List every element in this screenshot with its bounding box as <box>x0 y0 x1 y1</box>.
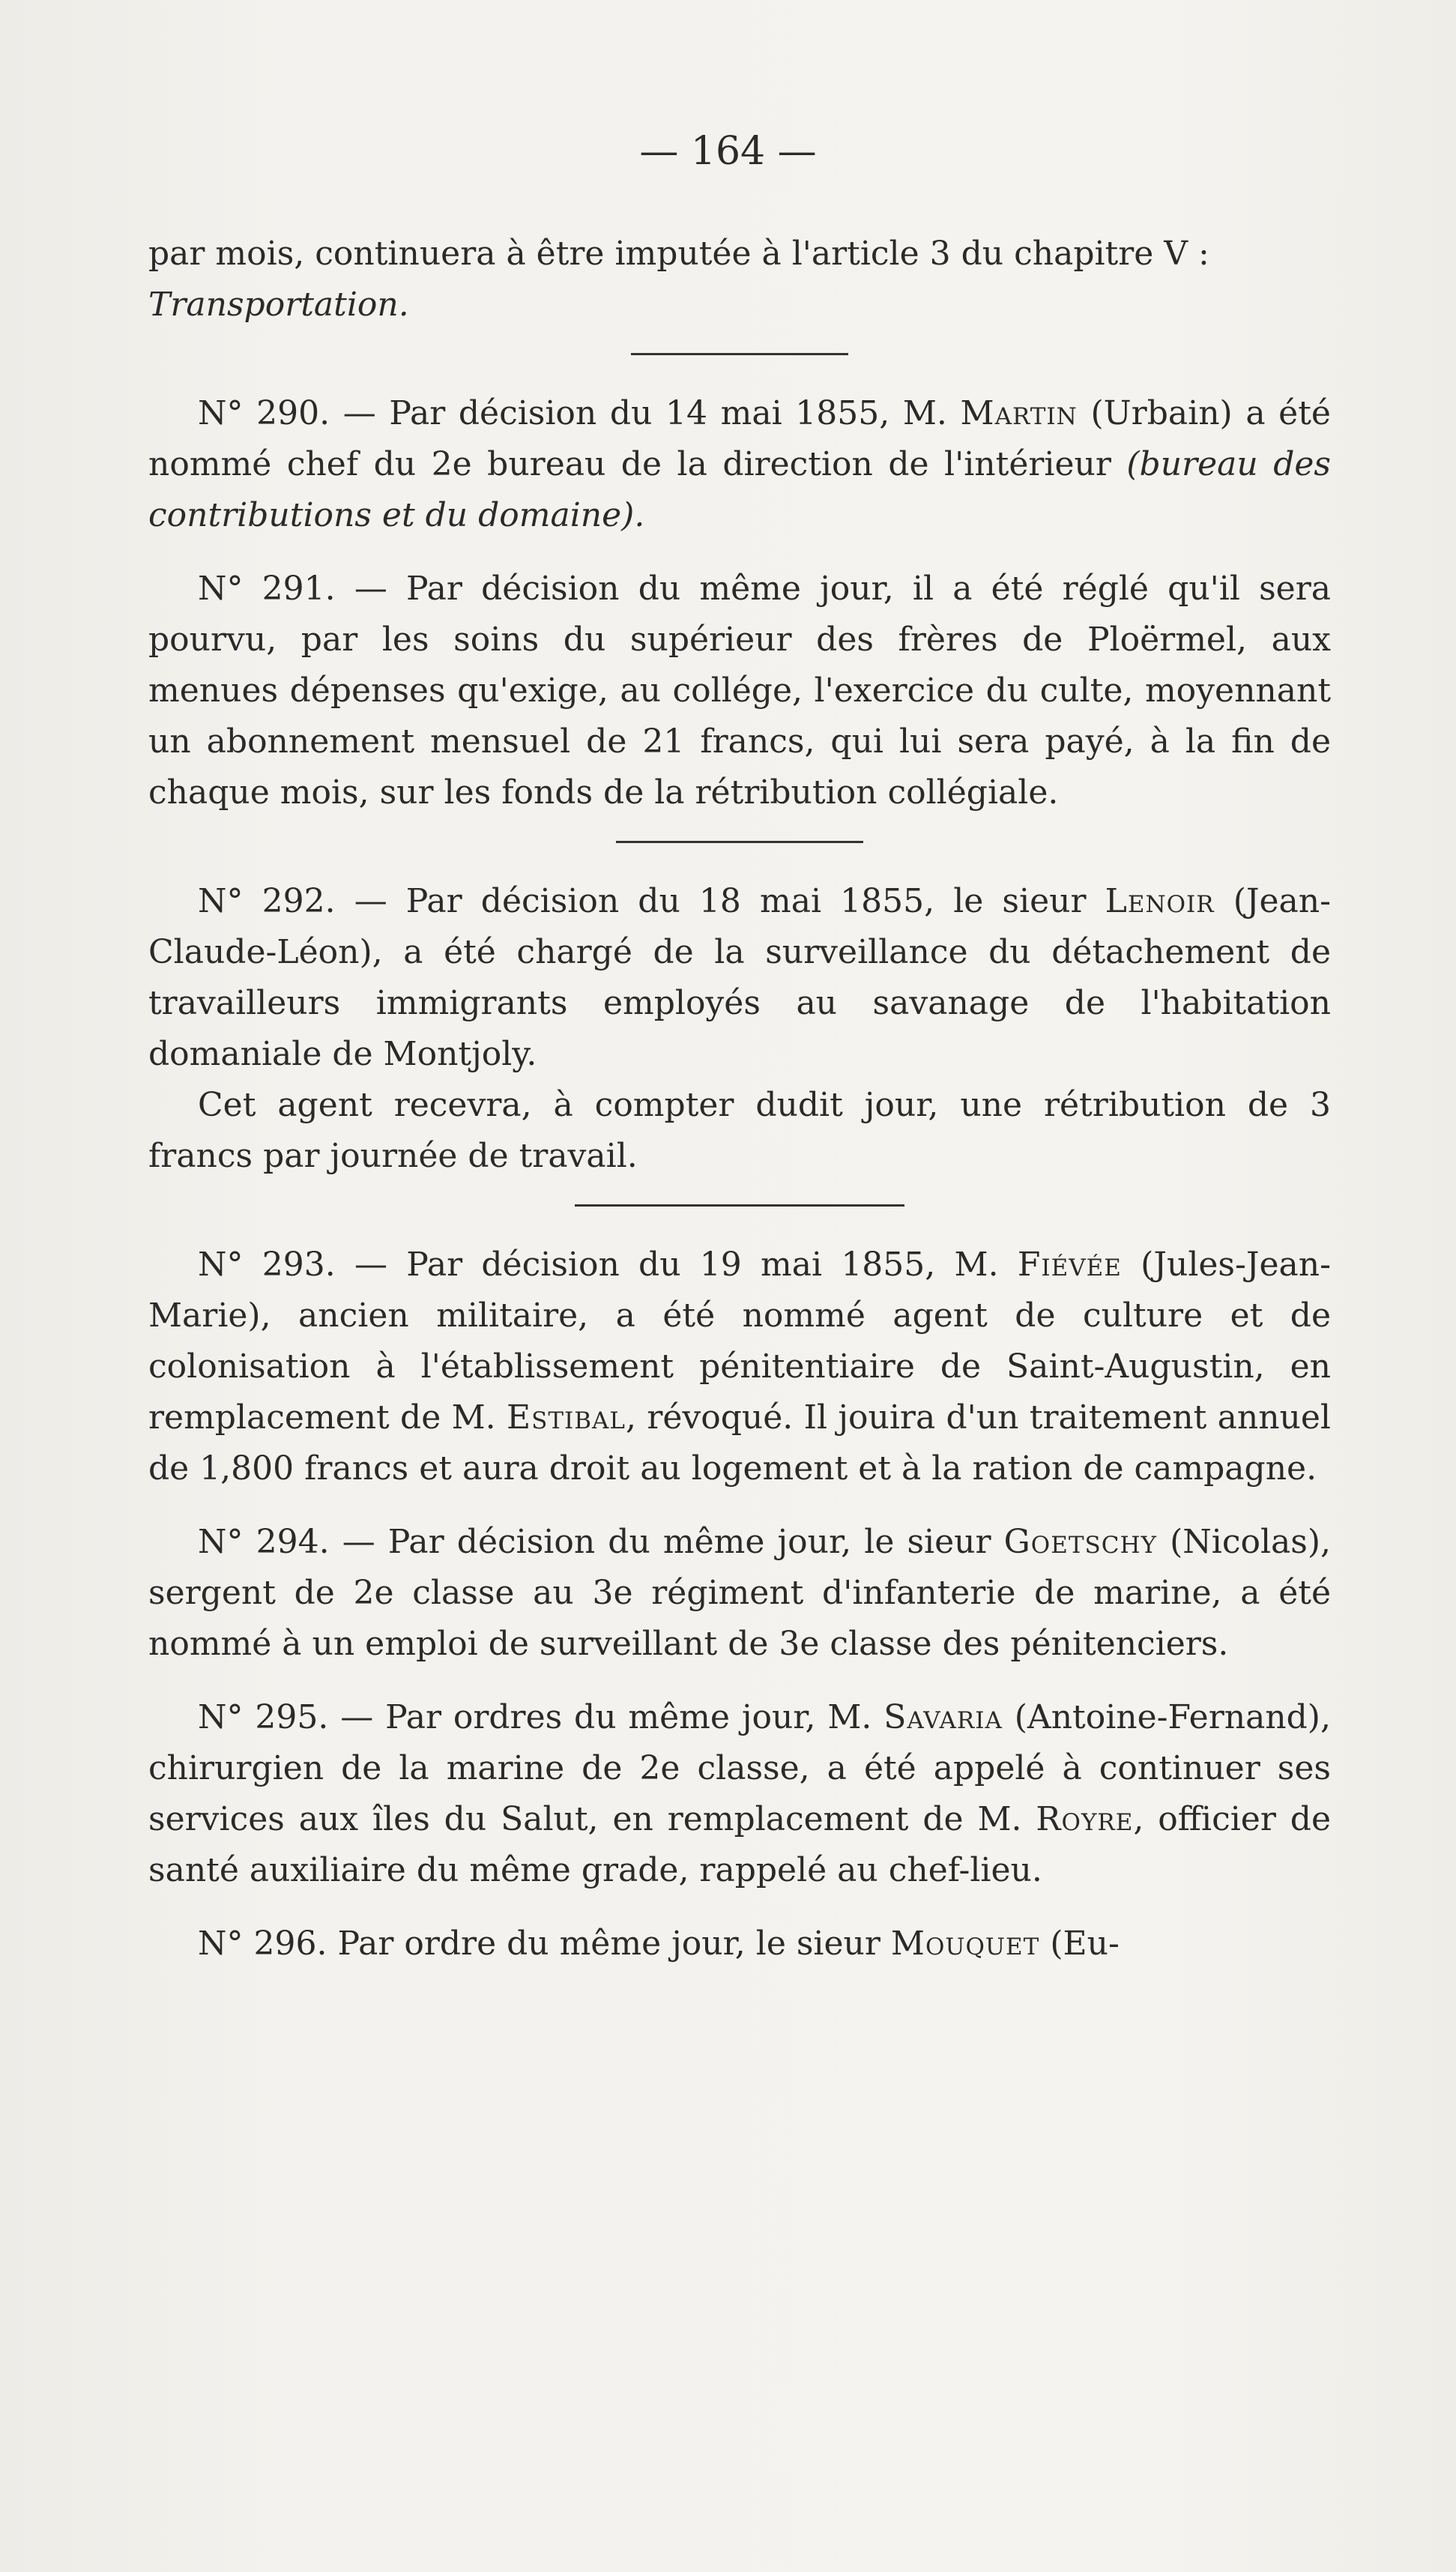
entry-293: N° 293. — Par décision du 19 mai 1855, M. Fiévée (Jules-Jean-Marie), ancien militaire, a été nommé agent de culture et de colonisation à l'établissement pénitentiaire de Saint-Augustin, en remplacement de M. Estibal, révoqué. Il jouira d'un traitement annuel de 1,800 francs et aura droit au logement et à la ration de campagne. <box>148 1246 1331 1488</box>
person-name: Estibal <box>506 1398 626 1437</box>
person-name: Martin <box>960 394 1078 432</box>
entry-number: N° 293. <box>198 1246 336 1284</box>
entry-294: N° 294. — Par décision du même jour, le sieur Goetschy (Nicolas), sergent de 2e classe au 3e régiment d'infanterie de marine, a été nommé à un emploi de surveillant de 3e classe des pénitenciers. <box>148 1523 1331 1663</box>
intro-paragraph <box>148 229 1331 330</box>
entry-296: N° 296. Par ordre du même jour, le sieur Mouquet (Eu- <box>198 1925 1120 1963</box>
page-number: — 164 — <box>639 129 817 174</box>
entry-number: N° 295. <box>198 1698 329 1736</box>
entry-291: N° 291. — Par décision du même jour, il a été réglé qu'il sera pourvu, par les soins du supérieur des frères de Ploërmel, aux menues dépenses qu'exige, au collége, l'exercice du culte, moyennant un abonnement mensuel de 21 francs, qui lui sera payé, à la fin de chaque mois, sur les fonds de la rétribution collégiale. <box>148 570 1331 812</box>
person-name: Lenoir <box>1105 882 1215 920</box>
entry-292-continuation: Cet agent recevra, à compter dudit jour, une rétribution de 3 francs par journée de travail. <box>148 1086 1331 1175</box>
entry-295: N° 295. — Par ordres du même jour, M. Savaria (Antoine-Fernand), chirurgien de la marine de 2e classe, a été appelé à continuer ses services aux îles du Salut, en remplacement de M. Royre, officier de santé auxiliaire du même grade, rappelé au chef-lieu. <box>148 1698 1331 1889</box>
entry-number: N° 291. <box>198 570 336 608</box>
person-name: Savaria <box>883 1698 1003 1736</box>
entry-number: N° 292. <box>198 882 336 920</box>
entry-290: N° 290. — Par décision du 14 mai 1855, M. Martin (Urbain) a été nommé chef du 2e bureau de la direction de l'intérieur (bureau des contributions et du domaine). <box>148 394 1331 534</box>
entry-292: N° 292. — Par décision du 18 mai 1855, le sieur Lenoir (Jean-Claude-Léon), a été chargé de la surveillance du détachement de travailleurs immigrants employés au savanage de l'habitation domaniale de Montjoly. <box>148 882 1331 1073</box>
person-name: Mouquet <box>890 1925 1040 1963</box>
person-name: Royre <box>1036 1800 1134 1838</box>
intro-italic: Transportation. <box>148 286 409 324</box>
entry-number: N° 296. <box>198 1925 327 1963</box>
intro-text: par mois, continuera à être imputée à l'article 3 du chapitre V : <box>148 235 1209 273</box>
entry-number: N° 294. <box>198 1523 330 1561</box>
page-body <box>148 229 1331 1969</box>
person-name: Goetschy <box>1003 1523 1157 1561</box>
entry-number: N° 290. <box>198 394 330 432</box>
person-name: Fiévée <box>1017 1246 1122 1284</box>
